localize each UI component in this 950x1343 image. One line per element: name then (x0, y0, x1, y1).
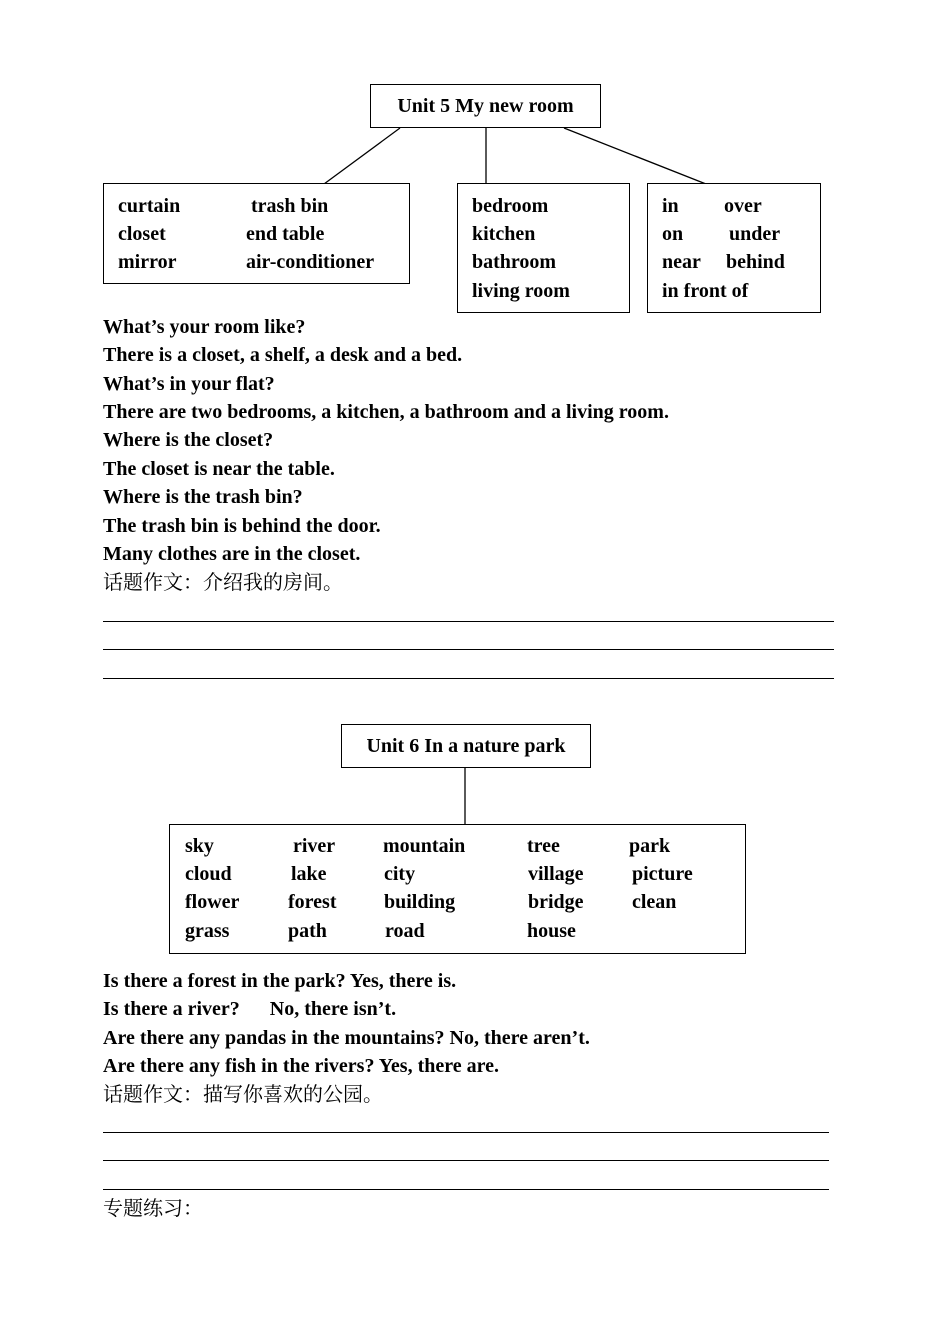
word: end table (246, 223, 325, 245)
word: living room (472, 280, 570, 302)
word: lake (291, 863, 327, 885)
word: under (729, 223, 781, 245)
word: sky (185, 835, 214, 857)
word: bridge (528, 891, 584, 913)
word: on (662, 223, 684, 245)
writing-line[interactable] (103, 649, 834, 650)
word: mirror (118, 251, 177, 273)
sentence: Is there a forest in the park? Yes, there is. (103, 970, 457, 992)
word: forest (288, 891, 337, 913)
unit5-prepositions-box (647, 183, 821, 313)
word: in front of (662, 280, 749, 302)
unit5-title-box (370, 84, 601, 128)
sentence: Many clothes are in the closet. (103, 543, 361, 565)
word: flower (185, 891, 240, 913)
word: grass (185, 920, 230, 942)
unit5-furniture-box (103, 183, 410, 284)
unit6-words-box (169, 824, 746, 954)
word: bathroom (472, 251, 557, 273)
sentence: Where is the closet? (103, 429, 274, 451)
unit5-connector-right (564, 128, 706, 184)
writing-line[interactable] (103, 1189, 829, 1190)
word: village (528, 863, 584, 885)
unit6-title-box (341, 724, 591, 768)
word: trash bin (251, 195, 329, 217)
word: mountain (383, 835, 466, 857)
word: kitchen (472, 223, 536, 245)
word: path (288, 920, 327, 942)
sentence: What’s in your flat? (103, 373, 275, 395)
unit5-rooms-box (457, 183, 630, 313)
practice-label: 专题练习： (103, 1196, 203, 1220)
word: clean (632, 891, 677, 913)
word: tree (527, 835, 560, 857)
sentence: Are there any fish in the rivers? Yes, there are. (103, 1055, 500, 1077)
sentence: There are two bedrooms, a kitchen, a bathroom and a living room. (103, 401, 669, 423)
word: building (384, 891, 456, 913)
sentence: Where is the trash bin? (103, 486, 303, 508)
word: closet (118, 223, 166, 245)
word: in (662, 195, 679, 217)
word: picture (632, 863, 693, 885)
word: cloud (185, 863, 232, 885)
writing-line[interactable] (103, 1132, 829, 1133)
sentence: The trash bin is behind the door. (103, 515, 381, 537)
unit5-connector-left (324, 128, 400, 184)
word: behind (726, 251, 785, 273)
word: river (293, 835, 336, 857)
sentence: Is there a river? No, there isn’t. (103, 998, 397, 1020)
word: bedroom (472, 195, 549, 217)
writing-line[interactable] (103, 678, 834, 679)
word: house (527, 920, 576, 942)
unit6-title: Unit 6 In a nature park (366, 734, 566, 757)
sentence: What’s your room like? (103, 316, 306, 338)
sentence: Are there any pandas in the mountains? No, there aren’t. (103, 1027, 590, 1049)
unit5-title: Unit 5 My new room (397, 94, 574, 117)
unit6-writing-prompt: 话题作文：描写你喜欢的公园。 (103, 1082, 383, 1106)
word: curtain (118, 195, 181, 217)
word: near (662, 251, 701, 273)
word: over (724, 195, 762, 217)
sentence: The closet is near the table. (103, 458, 335, 480)
sentence: There is a closet, a shelf, a desk and a bed. (103, 344, 463, 366)
word: park (629, 835, 671, 857)
writing-line[interactable] (103, 621, 834, 622)
writing-line[interactable] (103, 1160, 829, 1161)
unit5-writing-prompt: 话题作文：介绍我的房间。 (103, 570, 343, 594)
word: air-conditioner (246, 251, 375, 273)
word: city (384, 863, 416, 885)
word: road (385, 920, 425, 942)
